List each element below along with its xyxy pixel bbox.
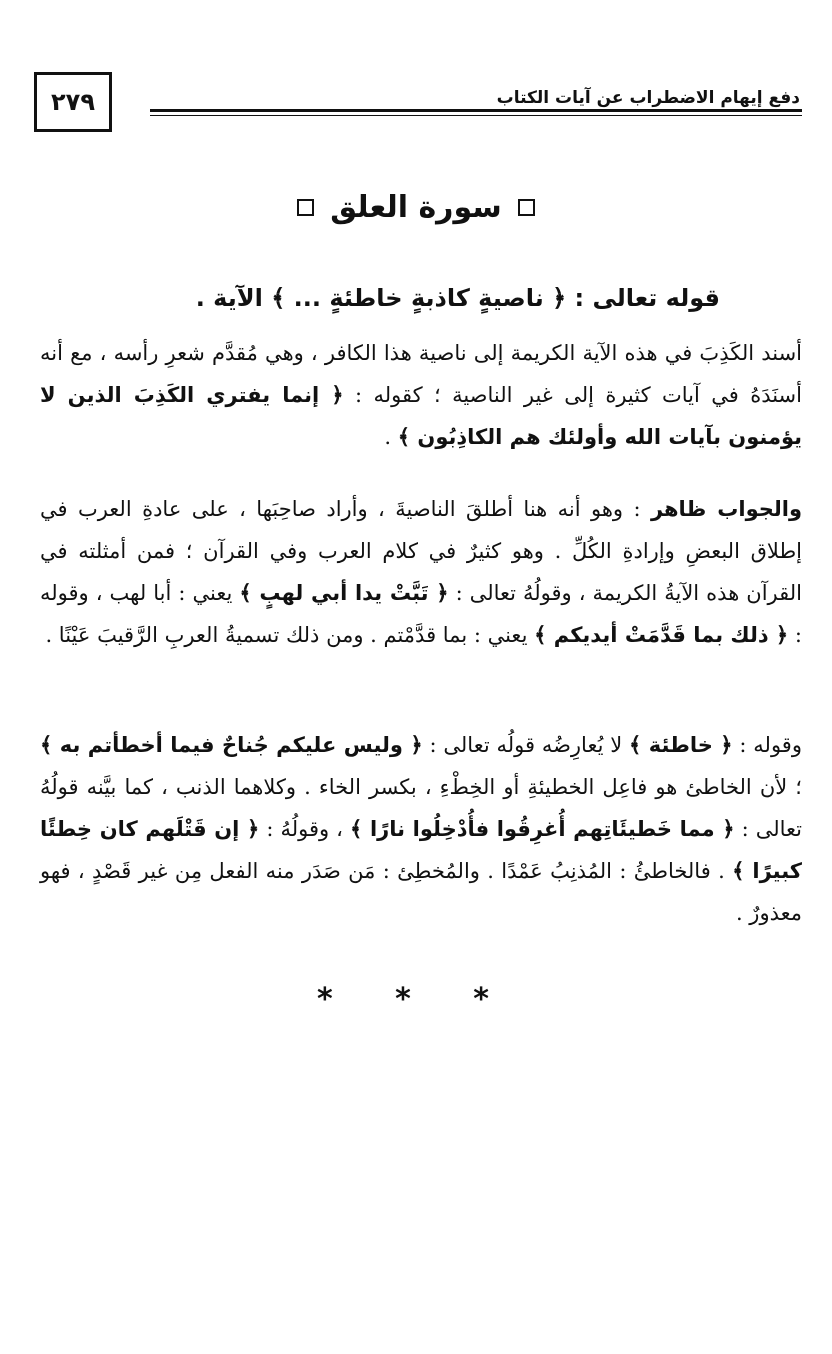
paragraph-3-text-3: ؛ لأن الخاطئ هو فاعِل الخطيئةِ أو الخِطْءِ ، بكسر الخاء . وكلاهما الذنب ، كما بيَّنه قولُهُ تعالى : [40,775,802,841]
paragraph-3 [40,724,802,934]
paragraph-3-verse-1: ﴿ خاطئة ﴾ [629,733,733,757]
paragraph-2-text-3: يعني : بما قدَّمْتم . ومن ذلك تسميةُ العربِ الرَّقيبَ عَيْنًا . [45,623,528,647]
running-header-title: دفع إيهام الاضطراب عن آيات الكتاب [496,88,800,108]
paragraph-3-verse-4: ﴿ إن قَتْلَهم كان خِطئًا كبيرًا ﴾ [40,817,803,883]
header-rule-thick [150,109,802,112]
question-suffix: الآية . [195,284,263,312]
question-verse: ﴿ ناصيةٍ كاذبةٍ خاطئةٍ ... ﴾ [271,284,567,312]
paragraph-2-verse-2: ﴿ ذلك بما قَدَّمَتْ أيديكم ﴾ [534,623,789,647]
surah-heading [0,190,832,225]
paragraph-1-verse: ﴿ إنما يفتري الكَذِبَ الذين لا يؤمنون بآيات الله وأولئك هم الكاذِبُون ﴾ [40,383,802,449]
paragraph-2-lead: والجواب ظاهر [650,497,803,521]
paragraph-3-text-4: ، وقولُهُ : [266,817,343,841]
paragraph-3-verse-3: ﴿ مما خَطيئَاتِهم أُغرِقُوا فأُدْخِلُوا نارًا ﴾ [349,817,735,841]
square-ornament-icon [518,199,535,216]
square-ornament-icon [297,199,314,216]
paragraph-3-text-1: وقوله : [739,733,802,757]
paragraph-1 [40,332,802,458]
surah-title: سورة العلق [330,190,502,225]
paragraph-1-text: أسند الكَذِبَ في هذه الآية الكريمة إلى ناصية هذا الكافر ، وهي مُقدَّم شعرِ رأسه ، مع أنه أسنَدَهُ في آيات كثيرة إلى غير الناصية ؛ كقوله : [40,341,802,407]
header-rule-thin [150,115,802,116]
page-number: ٢٧٩ [34,72,112,132]
paragraph-2-verse-1: ﴿ تَبَّتْ يدا أبي لهبٍ ﴾ [239,581,449,605]
paragraph-3-verse-2: ﴿ وليس عليكم جُناحٌ فيما أخطأتم به ﴾ [40,733,423,757]
paragraph-2-text-2: يعني : أبا لهب ، وقوله : [40,581,802,647]
section-separator-stars: * * * [317,982,515,1017]
question-label: قوله تعالى : [574,284,720,312]
paragraph-2-text-1: : وهو أنه هنا أطلقَ الناصيةَ ، وأراد صاحِبَها ، على عادةِ العرب في إطلاق البعضِ وإرادةِ الكُلِّ . وهو كثيرٌ في كلام العرب وفي القرآن ؛ فمن أمثلته في القرآن هذه الآيةُ الكريمة ، وقولُهُ تعالى : [40,497,803,605]
question-heading [40,284,720,312]
paragraph-3-text-5: . فالخاطئُ : المُذنِبُ عَمْدًا . والمُخطِئ : مَن صَدَر منه الفعل مِن غير قَصْدٍ ، فهو معذورٌ . [40,859,802,925]
paragraph-3-text-2: لا يُعارِضُه قولُه تعالى : [429,733,623,757]
paragraph-2 [40,488,802,656]
paragraph-1-end: . [384,425,392,449]
